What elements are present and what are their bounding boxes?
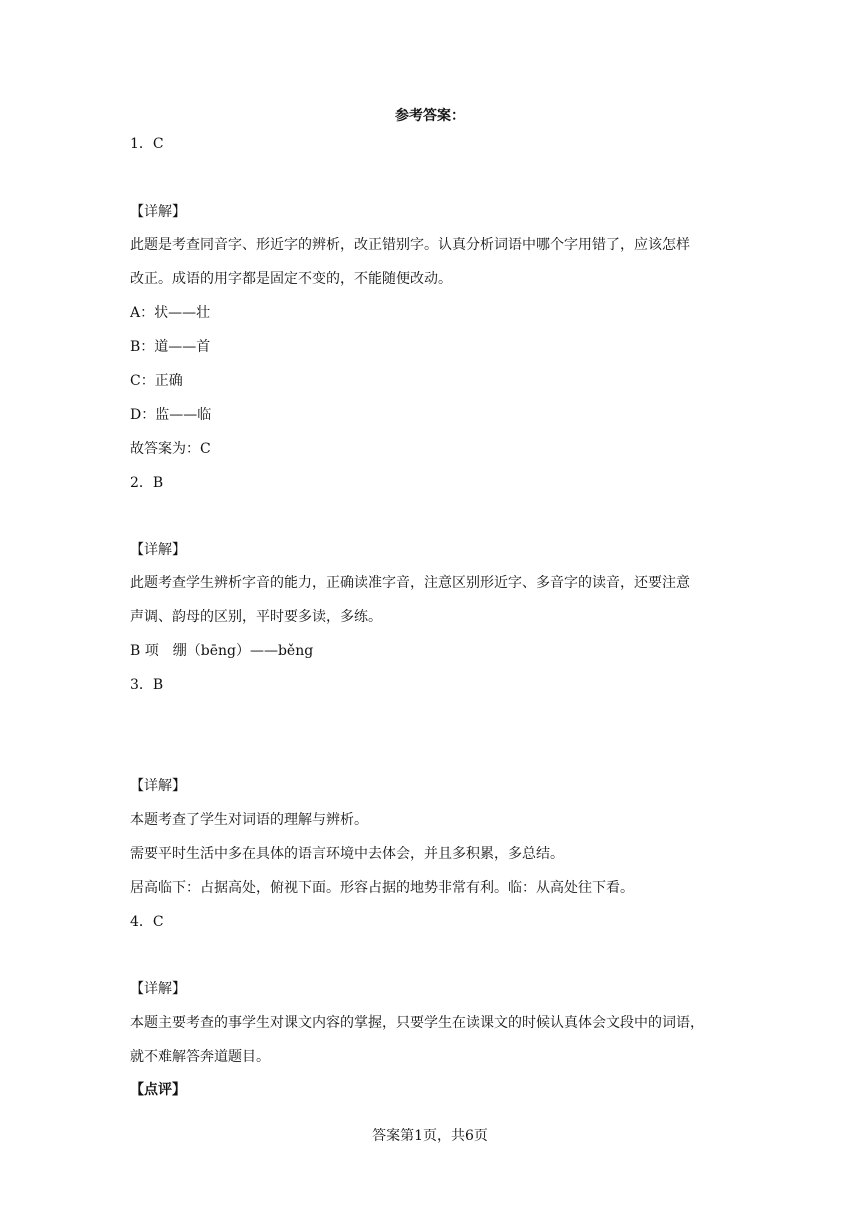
explanation-line: B 项 绷（bēng）——běng [130,643,314,659]
explanation-line: 改正。成语的用字都是固定不变的，不能随便改动。 [130,271,452,287]
explanation-line: 本题主要考查的事学生对课文内容的掌握，只要学生在读课文的时候认真体会文段中的词语， [130,1015,704,1031]
explanation-heading-1: 【详解】 [130,204,186,220]
explanation-line: 故答案为：C [130,441,211,457]
answer-4: 4．C [130,914,164,930]
explanation-line: 声调、韵母的区别，平时要多读，多练。 [130,609,382,625]
answer-3: 3．B [130,677,164,693]
explanation-line: D：监——临 [130,407,212,423]
explanation-line: A：状——壮 [130,305,211,321]
explanation-line: 此题考查学生辨析字音的能力，正确读准字音，注意区别形近字、多音字的读音，还要注意 [130,575,690,591]
answer-2: 2．B [130,475,164,491]
explanation-heading-4: 【详解】 [130,981,186,997]
explanation-line: 此题是考查同音字、形近字的辨析，改正错别字。认真分析词语中哪个字用错了，应该怎样 [130,237,690,253]
explanation-line: 居高临下：占据高处，俯视下面。形容占据的地势非常有利。临：从高处往下看。 [130,880,634,896]
explanation-line: 需要平时生活中多在具体的语言环境中去体会，并且多积累，多总结。 [130,846,564,862]
answer-1: 1．C [130,136,164,152]
explanation-line: B：道——首 [130,339,211,355]
explanation-line: 本题考查了学生对词语的理解与辨析。 [130,812,368,828]
page-title: 参考答案： [395,108,465,124]
explanation-heading-2: 【详解】 [130,542,186,558]
explanation-line: 就不难解答奔道题目。 [130,1049,270,1065]
page-footer: 答案第1页，共6页 [372,1128,488,1144]
explanation-heading-3: 【详解】 [130,778,186,794]
comment-heading: 【点评】 [130,1082,186,1098]
explanation-line: C：正确 [130,373,183,389]
